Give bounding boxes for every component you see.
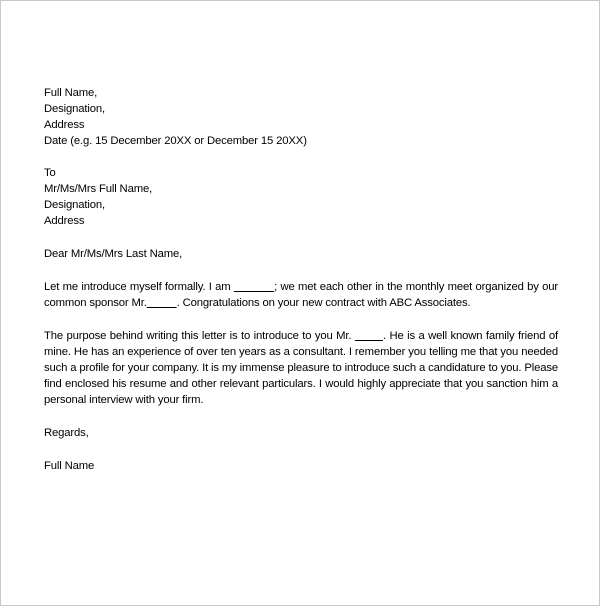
- fill-in-blank-candidate: [355, 330, 383, 342]
- paragraph-one-text-2: ; we met each other in the monthly meet organized by our common sponsor Mr.: [44, 281, 558, 309]
- paragraph-two: [44, 328, 558, 408]
- spacer-before-signature: [44, 441, 558, 458]
- recipient-designation: Designation,: [44, 199, 106, 211]
- spacer-after-salutation: [44, 262, 558, 279]
- paragraph-one-text-1: Let me introduce myself formally. I am: [44, 281, 234, 293]
- spacer-after-sender: [44, 149, 558, 165]
- recipient-to-label: To: [44, 167, 56, 179]
- sender-name: Full Name,: [44, 87, 98, 99]
- spacer-before-closing: [44, 408, 558, 425]
- signature-name: Full Name: [44, 460, 95, 472]
- spacer-between-paragraphs: [44, 311, 558, 328]
- recipient-block: [44, 165, 558, 229]
- paragraph-one-text-3: . Congratulations on your new contract with ABC Associates.: [176, 297, 471, 309]
- salutation: Dear Mr/Ms/Mrs Last Name,: [44, 248, 183, 260]
- sender-address: Address: [44, 119, 85, 131]
- recipient-address: Address: [44, 215, 85, 227]
- sender-designation: Designation,: [44, 103, 106, 115]
- closing-salutation: Regards,: [44, 427, 89, 439]
- fill-in-blank-sponsor: [147, 297, 177, 309]
- letter-body: [44, 85, 558, 474]
- recipient-name: Mr/Ms/Mrs Full Name,: [44, 183, 153, 195]
- letter-date: Date (e.g. 15 December 20XX or December 15 20XX): [44, 135, 307, 147]
- sender-block: [44, 85, 558, 149]
- paragraph-two-text-1: The purpose behind writing this letter is to introduce to you Mr.: [44, 330, 355, 342]
- paragraph-one: [44, 279, 558, 311]
- fill-in-blank-name: [234, 281, 274, 293]
- paragraph-two-text-2: . He is a well known family friend of mine. He has an experience of over ten years as a consultant. I remember you telling me that you needed such a profile for your company. It is my immense pleasure to introduce such a candidature to you. Please find enclosed his resume and other relevant particulars. I would highly appreciate that you sanction him a personal interview with your firm.: [44, 330, 559, 406]
- spacer-after-recipient: [44, 229, 558, 246]
